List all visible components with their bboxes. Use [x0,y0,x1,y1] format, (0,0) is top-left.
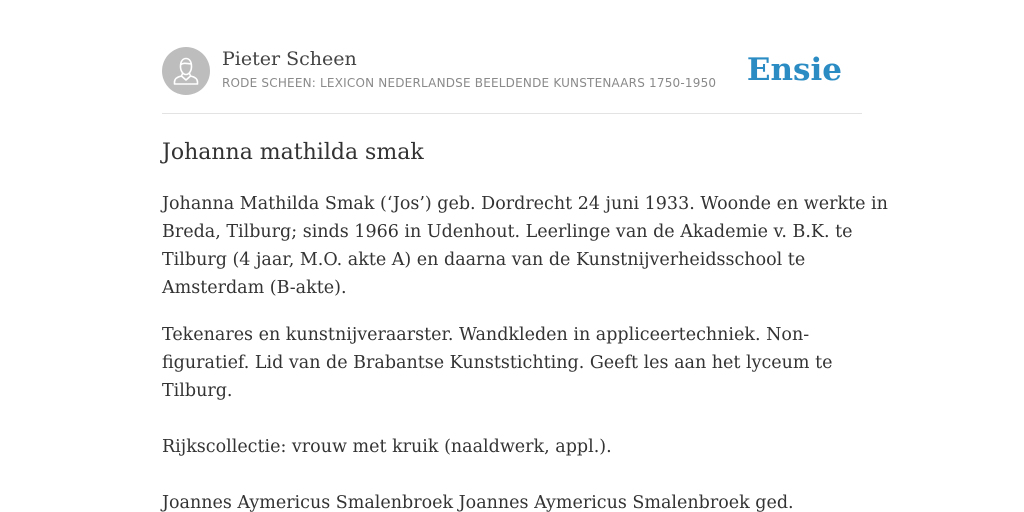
article-paragraph [162,489,862,512]
paragraph-line: Amsterdam (B-akte). [162,278,347,298]
article-header [162,47,862,95]
article-title: Johanna mathilda smak [162,140,424,165]
author-name[interactable]: Pieter Scheen [222,48,357,70]
paragraph-line: Tekenares en kunstnijveraarster. Wandkleden in appliceertechniek. Non- [162,325,810,345]
paragraph-line: figuratief. Lid van de Brabantse Kunststichting. Geeft les aan het lyceum te [162,353,833,373]
paragraph-line: Rijkscollectie: vrouw met kruik (naaldwerk, appl.). [162,437,612,457]
article-paragraph [162,433,862,461]
ensie-logo[interactable]: Ensie [746,52,842,88]
user-silhouette-icon [162,47,210,95]
article-paragraph [162,190,888,302]
paragraph-line: Breda, Tilburg; sinds 1966 in Udenhout. Leerlinge van de Akademie v. B.K. te [162,222,853,242]
article-paragraph [162,321,862,405]
article-card [162,0,888,512]
paragraph-line: Tilburg. [162,381,233,401]
source-title[interactable]: RODE SCHEEN: LEXICON NEDERLANDSE BEELDENDE KUNSTENAARS 1750-1950 [222,76,717,90]
author-avatar[interactable] [162,47,210,95]
paragraph-line: Tilburg (4 jaar, M.O. akte A) en daarna van de Kunstnijverheidsschool te [162,250,806,270]
paragraph-line: Johanna Mathilda Smak (‘Jos’) geb. Dordrecht 24 juni 1933. Woonde en werkte in [162,194,888,214]
paragraph-line: Joannes Aymericus Smalenbroek Joannes Aymericus Smalenbroek ged. [162,493,794,512]
header-divider [162,113,862,114]
